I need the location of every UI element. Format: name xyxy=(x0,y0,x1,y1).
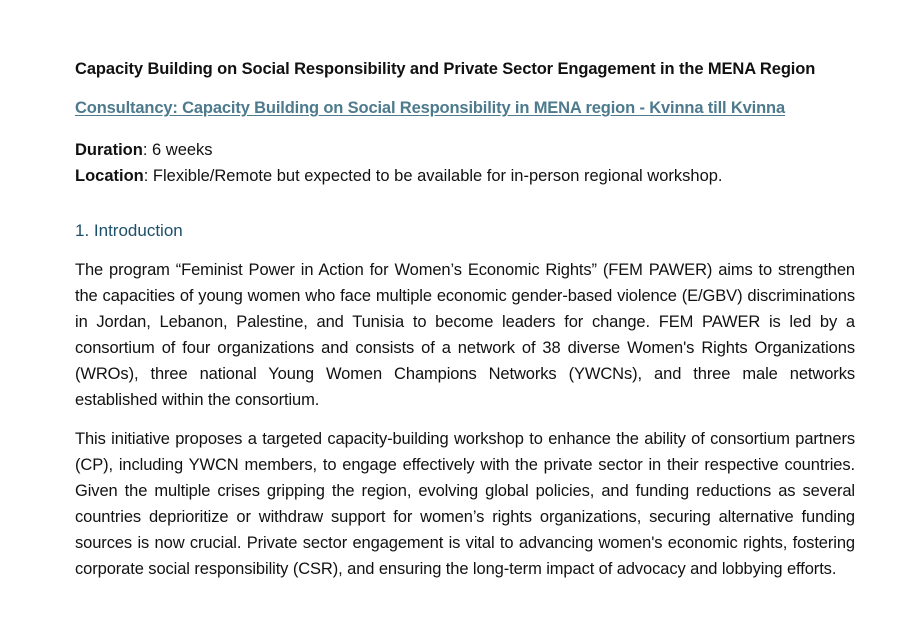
location-separator: : xyxy=(143,167,149,185)
location-label: Location xyxy=(75,167,144,185)
location-value: Flexible/Remote but expected to be available for in-person regional workshop. xyxy=(148,167,723,185)
introduction-paragraph-2: This initiative proposes a targeted capacity-building workshop to enhance the ability of consortium partners (CP), including YWCN members, to engage effectively with the private sector in their respective countries. Given the multiple crises gripping the region, evolving global policies, and funding reductions as several countries deprioritize or withdraw support for women’s rights organizations, securing alternative funding sources is now crucial. Private sector engagement is vital to advancing women's economic rights, fostering corporate social responsibility (CSR), and ensuring the long-term impact of advocacy and lobbying efforts. xyxy=(75,430,855,579)
document-page xyxy=(75,58,855,582)
metadata-block xyxy=(75,137,855,189)
duration-value: 6 weeks xyxy=(147,141,213,159)
consultancy-link[interactable]: Consultancy: Capacity Building on Social Responsibility in MENA region - Kvinna till Kvinna xyxy=(75,99,785,117)
duration-row xyxy=(75,137,855,163)
document-title: Capacity Building on Social Responsibility and Private Sector Engagement in the MENA Region xyxy=(75,60,816,78)
section-heading-introduction: 1. Introduction xyxy=(75,221,183,240)
duration-label: Duration xyxy=(75,141,143,159)
location-row xyxy=(75,163,855,189)
duration-separator: : xyxy=(142,141,148,159)
introduction-paragraph-1: The program “Feminist Power in Action for Women’s Economic Rights” (FEM PAWER) aims to strengthen the capacities of young women who face multiple economic gender-based violence (E/GBV) discriminations in Jordan, Lebanon, Palestine, and Tunisia to become leaders for change. FEM PAWER is led by a consortium of four organizations and consists of a network of 38 diverse Women's Rights Organizations (WROs), three national Young Women Champions Networks (YWCNs), and three male networks established within the consortium. xyxy=(75,261,855,410)
